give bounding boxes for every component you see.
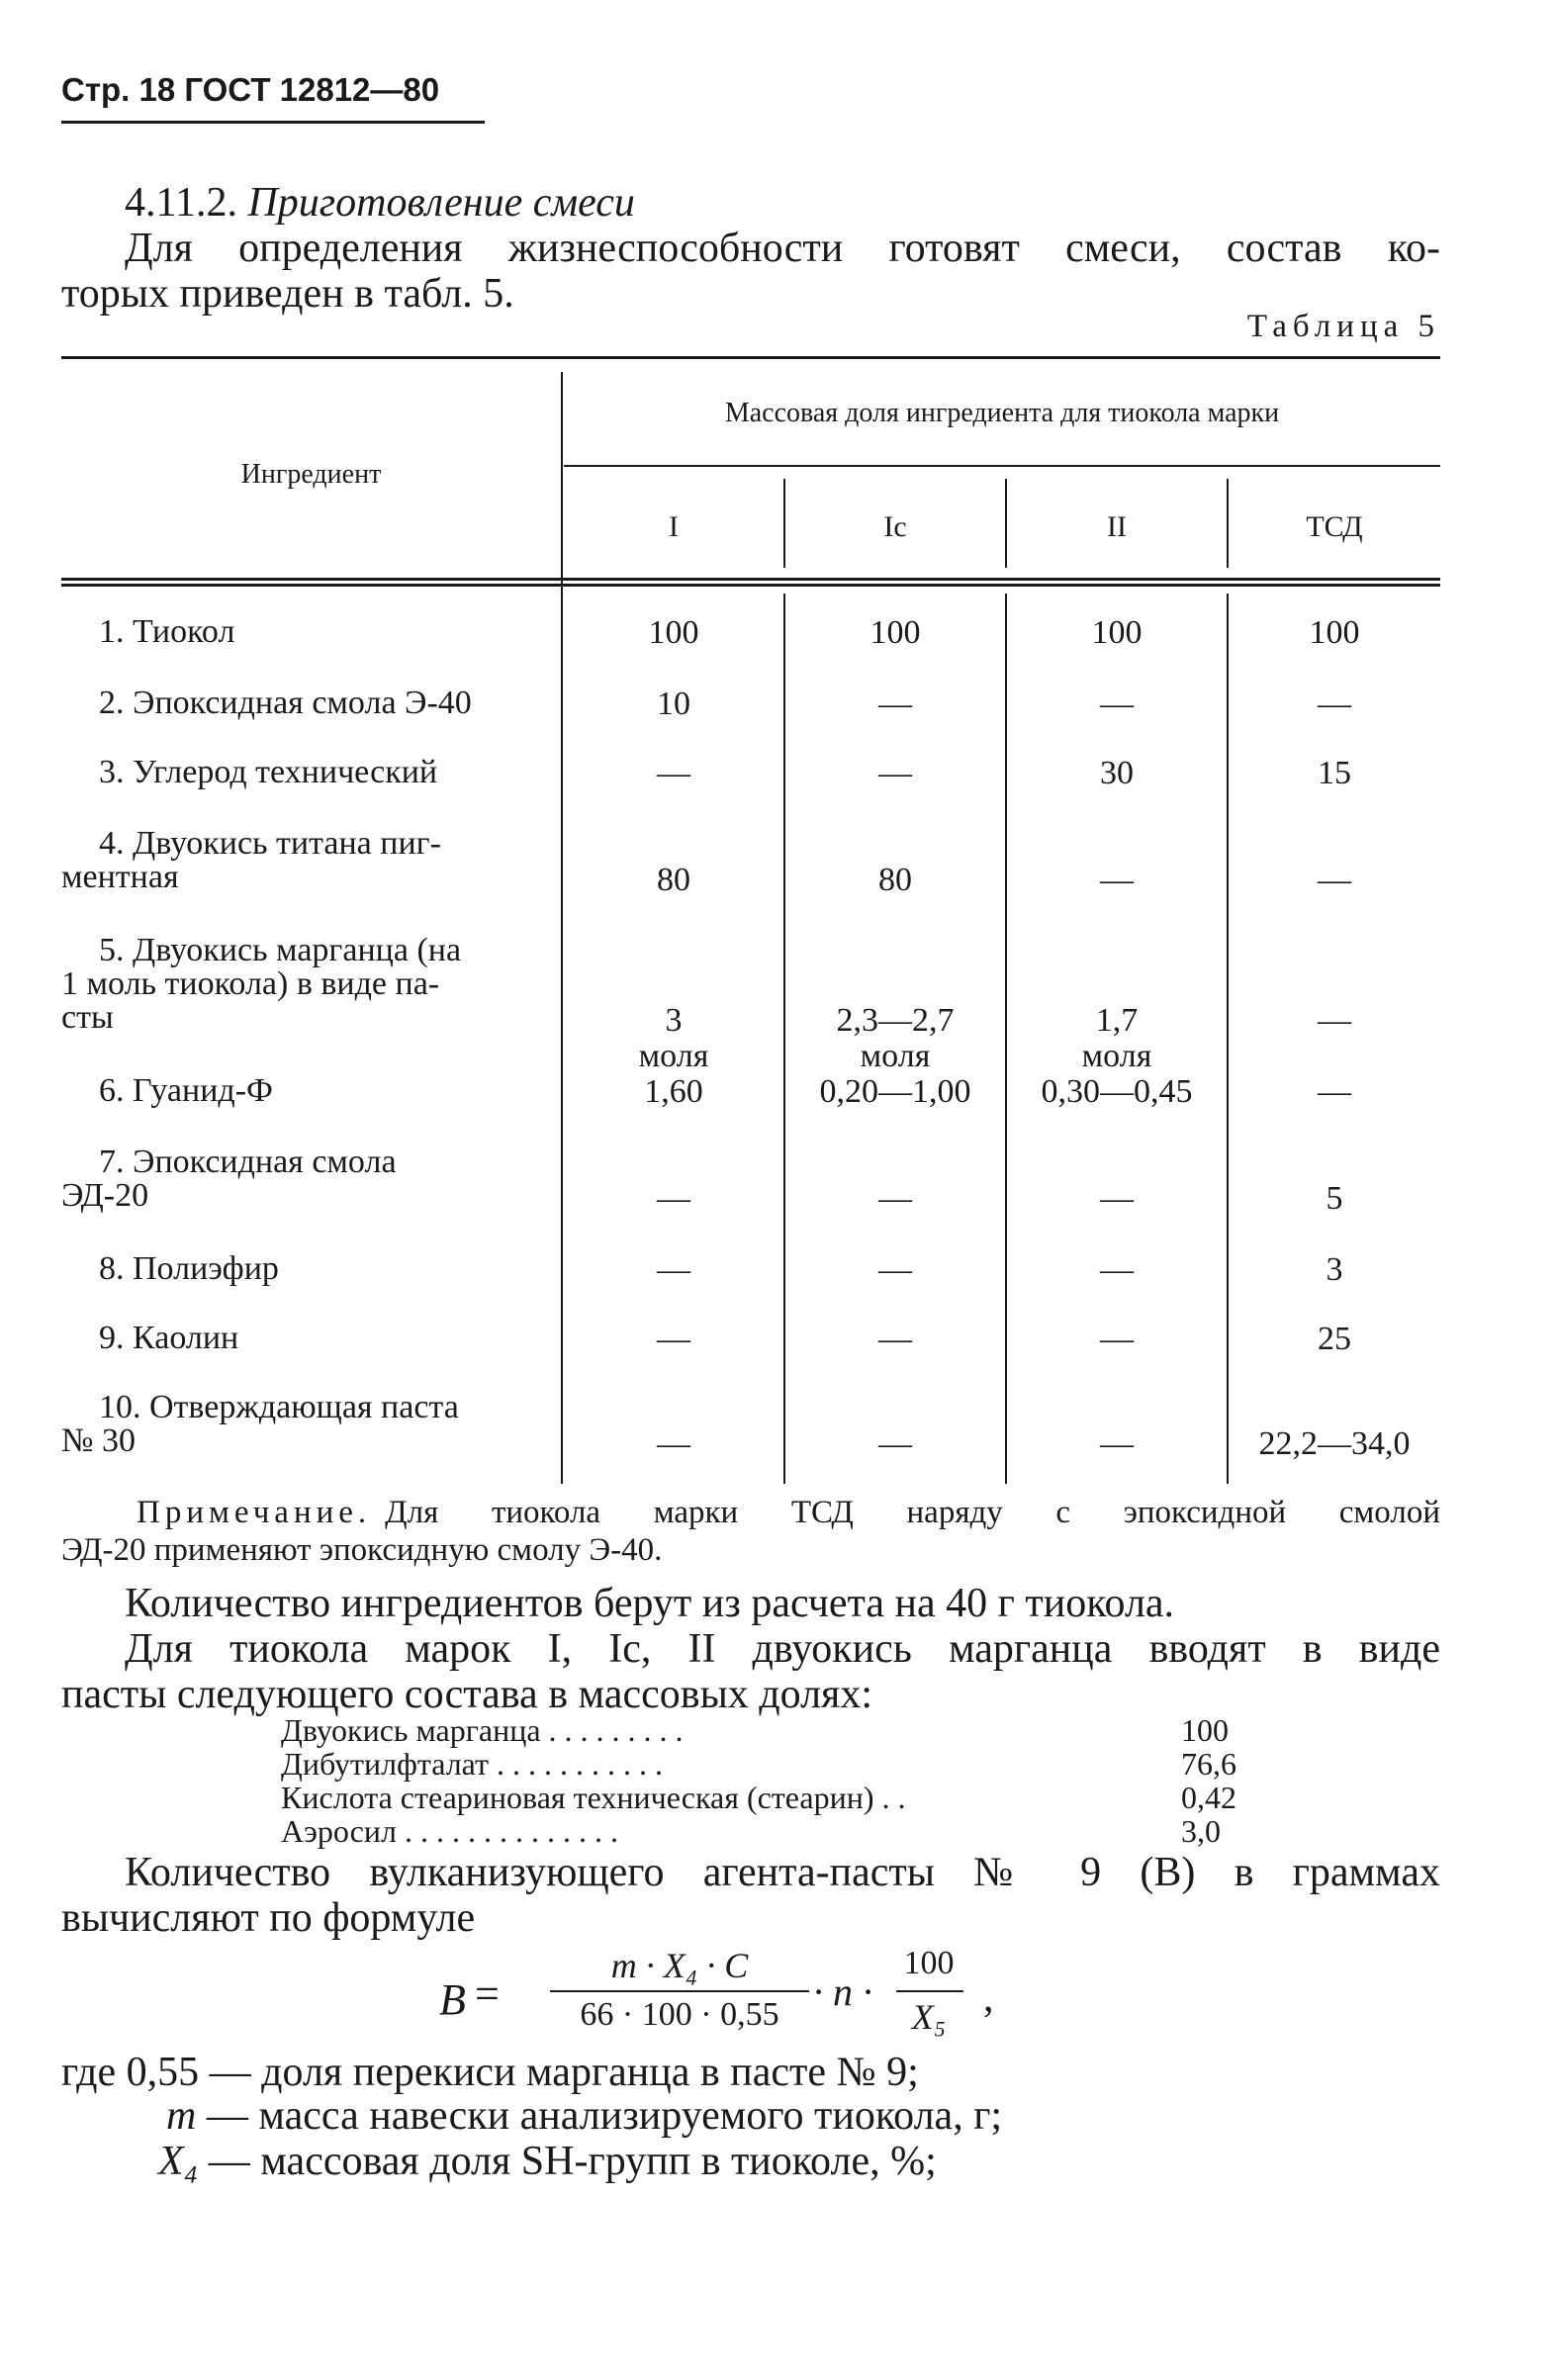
fraction-bar xyxy=(550,1990,809,1992)
head-ingredient: Ингредиент xyxy=(240,459,382,490)
table-label: Таблица 5 xyxy=(1246,309,1440,344)
table-cell: 80 xyxy=(878,862,912,898)
table-cell: 0,30—0,45 xyxy=(1041,1073,1193,1110)
table-row-5-name: 5. Двуокись марганца (на 1 моль тиокола) в виде па- сты xyxy=(61,932,462,1036)
section-number: 4.11.2. xyxy=(125,180,237,226)
col-head-II: II xyxy=(1107,510,1127,543)
table-cell: 30 xyxy=(1100,755,1134,791)
table-row-2-name: 2. Эпоксидная смола Э-40 xyxy=(99,685,472,721)
table-cell: — xyxy=(1100,686,1134,722)
paragraph-3-line-1: Количество вулканизующего агента-пасты № 9 (В) в граммах xyxy=(125,1850,1440,1895)
table-cell: — xyxy=(1100,1251,1134,1288)
table-cell: — xyxy=(878,1251,912,1288)
table-cell: 100 xyxy=(869,614,921,651)
table-cell: 100 xyxy=(648,614,699,651)
header-rule xyxy=(61,121,485,124)
paragraph-1: Количество ингредиентов берут из расчета на 40 г тиокола. xyxy=(125,1581,1175,1626)
header-rule-2 xyxy=(61,584,1440,587)
table-cell: 80 xyxy=(657,862,690,898)
table-row-3-name: 3. Углерод технический xyxy=(99,754,438,790)
table-cell: 5 xyxy=(1326,1180,1343,1217)
table-row-9-name: 9. Каолин xyxy=(99,1320,239,1356)
table-cell: — xyxy=(1100,1321,1134,1357)
paragraph-2-line-1: Для тиокола марок I, Ic, II двуокись марганца вводят в виде xyxy=(125,1626,1440,1672)
definition-item: X₄ — массовая доля SH-групп в тиоколе, %; xyxy=(158,2139,937,2184)
table-cell: — xyxy=(657,1180,690,1217)
table-cell: — xyxy=(878,1425,912,1462)
col-head-Ic: Ic xyxy=(883,510,907,543)
formula-eq: = xyxy=(475,1969,500,2018)
section-title: Приготовление смеси xyxy=(247,180,635,226)
table-cell: — xyxy=(1318,1073,1351,1110)
col-head-TSD: ТСД xyxy=(1306,510,1363,543)
table-cell: 1,7 моля xyxy=(1081,1002,1152,1074)
section-heading xyxy=(125,180,635,226)
table-cell: — xyxy=(1100,1180,1134,1217)
note-label: Примечание. xyxy=(137,1495,372,1530)
table-row-8-name: 8. Полиэфир xyxy=(99,1250,279,1287)
fraction-bar xyxy=(896,1990,963,1992)
formula-lhs: B xyxy=(439,1975,466,2024)
table-cell: 1,60 xyxy=(644,1073,703,1110)
table-cell: 25 xyxy=(1318,1321,1351,1357)
formula: B = m · X₄ · C 66 · 100 · 0,55 · n · 100 X₅ , xyxy=(439,1945,994,2037)
note-line-2: ЭД-20 применяют эпоксидную смолу Э-40. xyxy=(61,1532,663,1568)
table-row-4-name: 4. Двуокись титана пиг- ментная xyxy=(61,825,441,895)
header-rule-1 xyxy=(61,578,1440,581)
table-cell: — xyxy=(1318,862,1351,898)
table-cell: — xyxy=(878,1180,912,1217)
table-cell: 100 xyxy=(1309,614,1360,651)
table-cell: — xyxy=(657,1425,690,1462)
formula-mid: · n · xyxy=(813,1969,872,2014)
table-row-7-name: 7. Эпоксидная смола ЭД-20 xyxy=(61,1144,397,1214)
formula-fraction-2: 100 xyxy=(903,1945,955,1981)
table-cell: 15 xyxy=(1318,755,1351,791)
table-cell: — xyxy=(1318,686,1351,722)
formula-tail: , xyxy=(983,1975,994,2021)
definition-item: где 0,55 — доля перекиси марганца в пасте № 9; xyxy=(61,2050,919,2095)
table-cell: — xyxy=(657,1251,690,1288)
table-cell: — xyxy=(657,755,690,791)
definition-item: m — масса навески анализируемого тиокола, г; xyxy=(166,2093,1003,2139)
head-group: Массовая доля ингредиента для тиокола марки xyxy=(724,398,1280,428)
table-cell: 3 моля xyxy=(638,1002,709,1074)
intro-line-2: торых приведен в табл. 5. xyxy=(61,271,514,317)
table-cell: — xyxy=(657,1321,690,1357)
table-note xyxy=(61,1494,1440,1569)
note-line-1: Для тиокола марки ТСД наряду с эпоксидной смолой xyxy=(385,1495,1440,1530)
table-top-rule xyxy=(61,356,1440,359)
table-cell: 10 xyxy=(657,686,690,722)
intro-line-1: Для определения жизнеспособности готовят смеси, состав ко- xyxy=(125,226,1440,271)
subhead-rule xyxy=(564,465,1440,467)
table-cell: 2,3—2,7 моля xyxy=(836,1002,955,1074)
table-cell: — xyxy=(1318,1002,1351,1039)
table-cell: 0,20—1,00 xyxy=(819,1073,971,1110)
table-cell: — xyxy=(1100,1425,1134,1462)
paragraph-2-line-2: пасты следующего состава в массовых долях: xyxy=(61,1672,873,1717)
table-cell: 22,2—34,0 xyxy=(1258,1425,1411,1462)
table-row-10-name: 10. Отверждающая паста № 30 xyxy=(61,1389,459,1459)
paragraph-3-line-2: вычисляют по формуле xyxy=(61,1895,476,1941)
table-cell: — xyxy=(878,755,912,791)
col-head-I: I xyxy=(669,510,679,543)
table-cell: 3 xyxy=(1326,1251,1343,1288)
table-row-1-name: 1. Тиокол xyxy=(99,613,235,650)
formula-fraction-1: m · X₄ · C xyxy=(610,1946,749,1985)
page-header: Стр. 18 ГОСТ 12812—80 xyxy=(61,71,440,108)
table-cell: — xyxy=(878,1321,912,1357)
table-cell: — xyxy=(878,686,912,722)
table-row-6-name: 6. Гуанид-Ф xyxy=(99,1072,273,1109)
table-cell: 100 xyxy=(1091,614,1143,651)
table-cell: — xyxy=(1100,862,1134,898)
ingredients-table xyxy=(61,356,1440,1486)
col-divider-1 xyxy=(561,372,563,1484)
